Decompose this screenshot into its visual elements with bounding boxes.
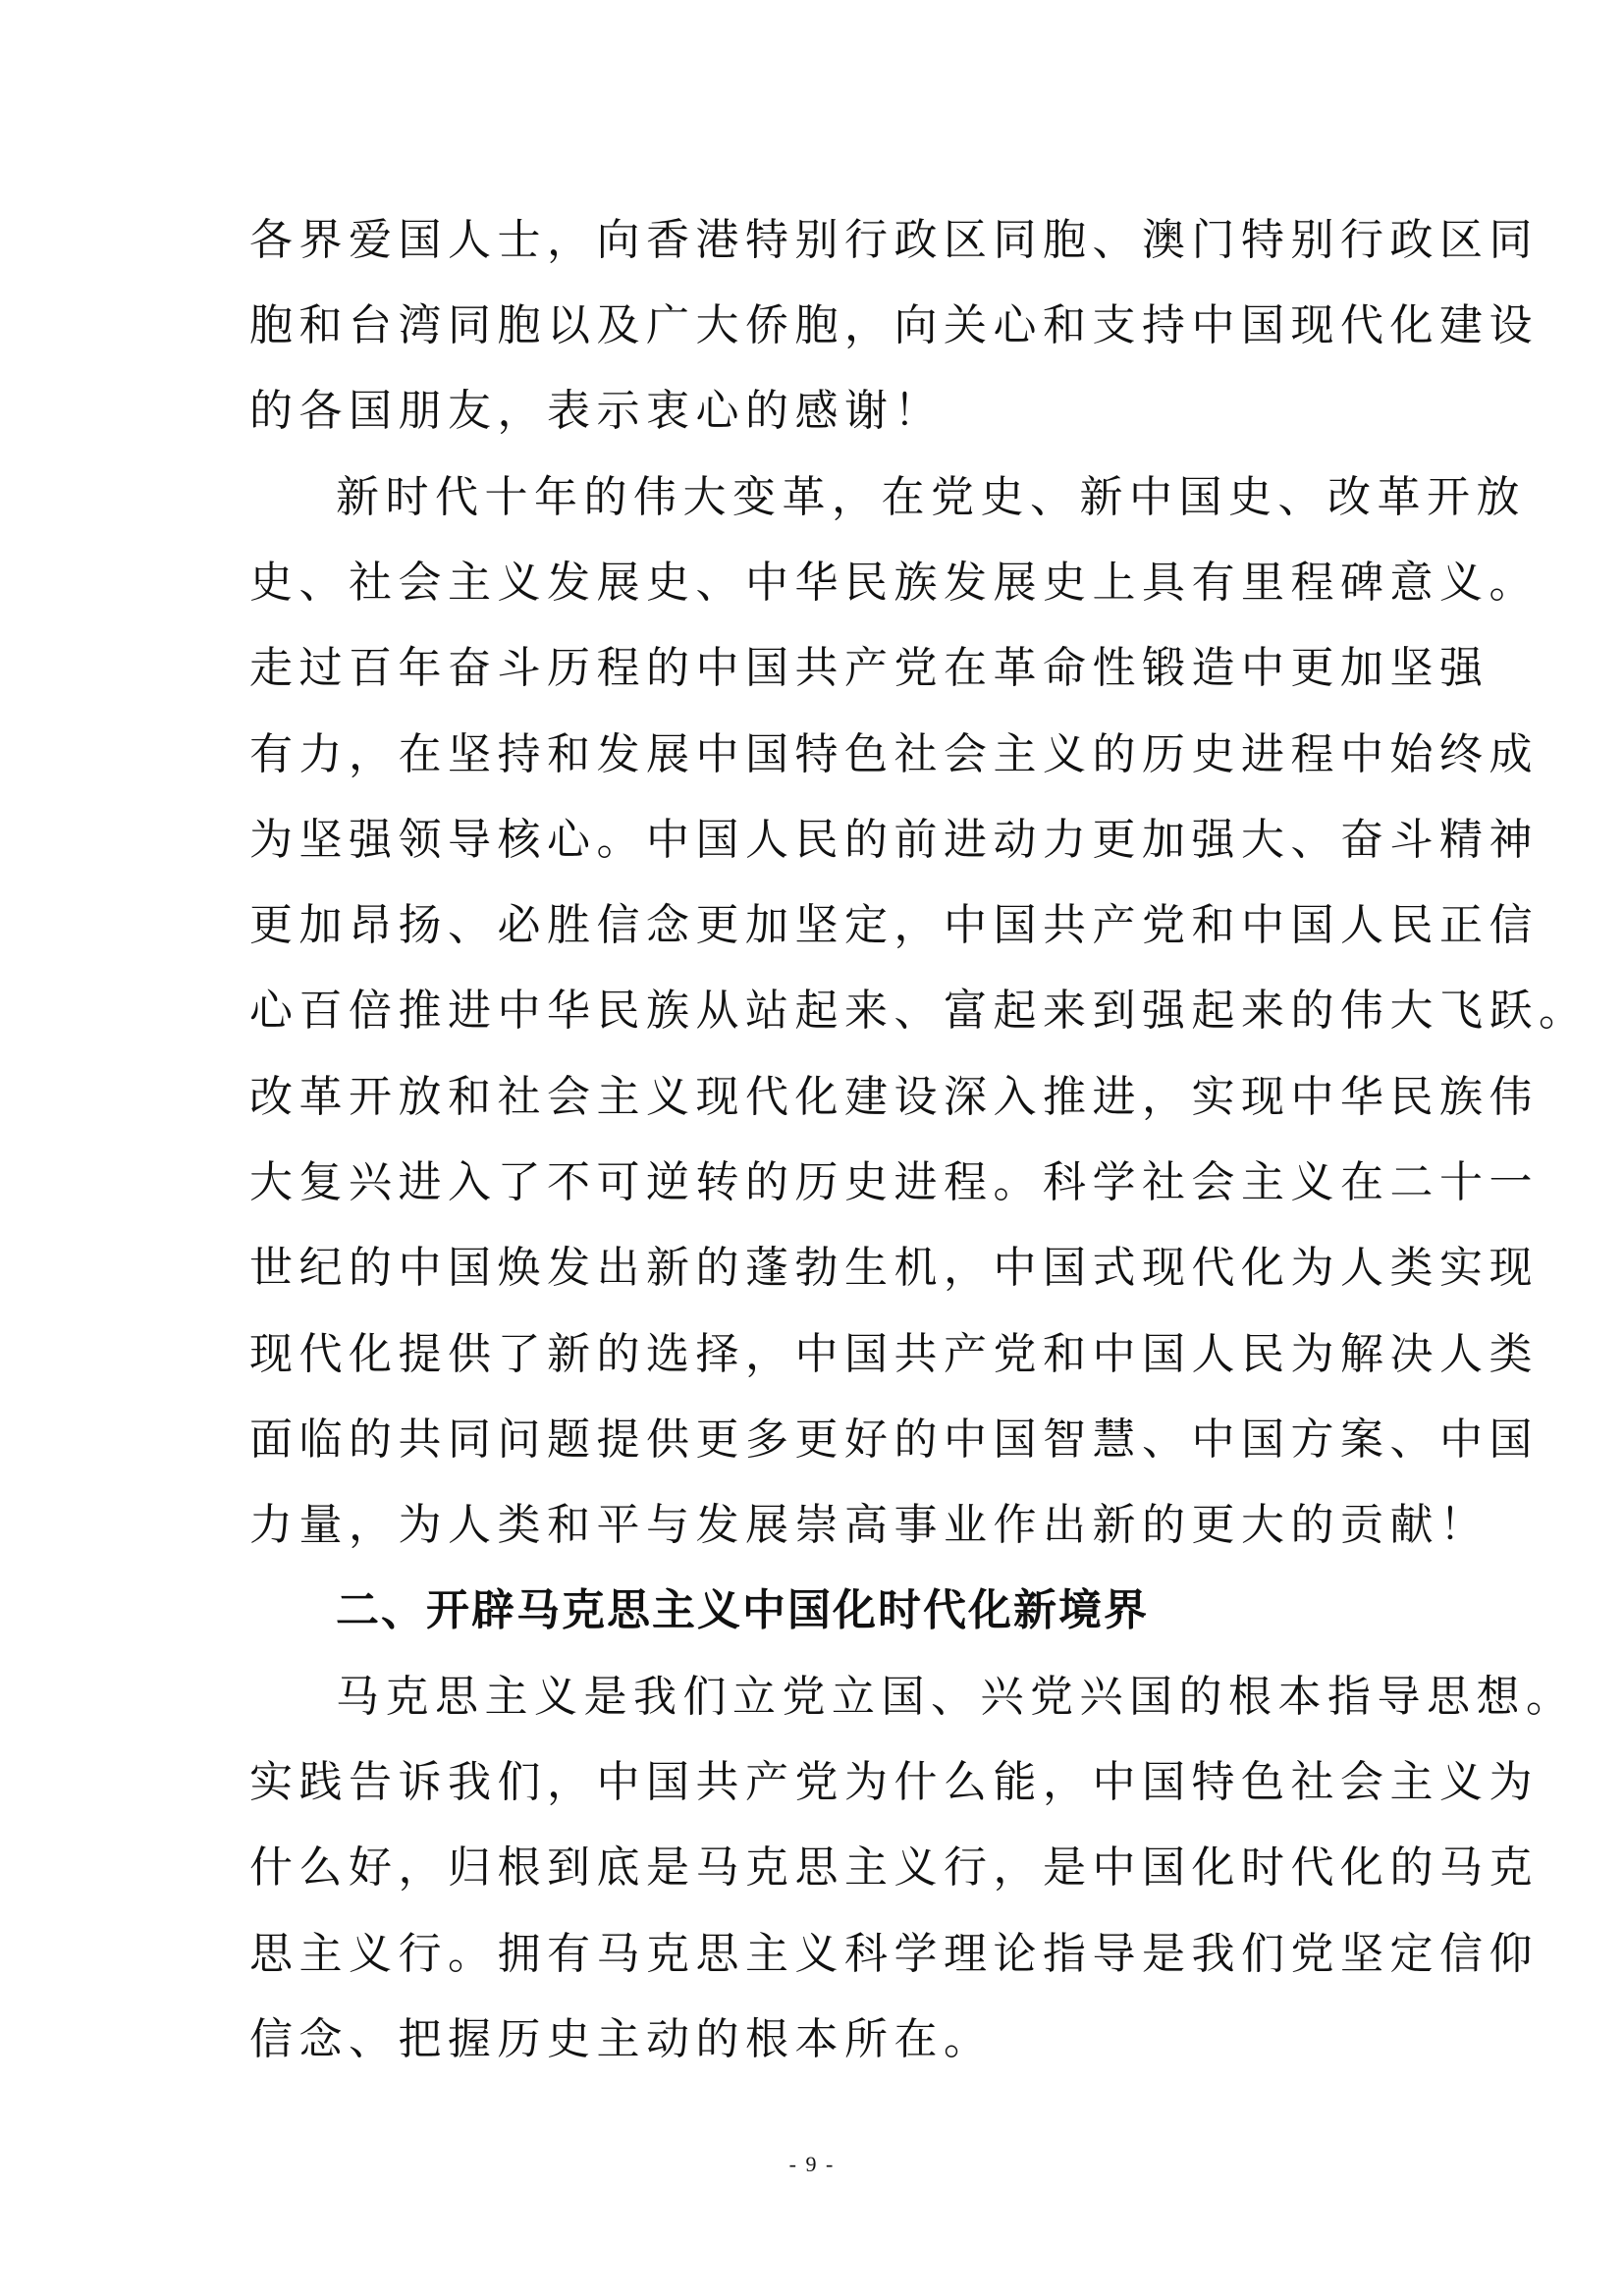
text-line: 新时代十年的伟大变革，在党史、新中国史、改革开放 <box>336 472 1526 522</box>
text-line: 什么好，归根到底是马克思主义行，是中国化时代化的马克 <box>249 1842 1539 1893</box>
text-line: 实践告诉我们，中国共产党为什么能，中国特色社会主义为 <box>249 1757 1539 1807</box>
text-line: 改革开放和社会主义现代化建设深入推进，实现中华民族伟 <box>249 1072 1539 1122</box>
text-line: 大复兴进入了不可逆转的历史进程。科学社会主义在二十一 <box>249 1157 1539 1207</box>
text-line: 的各国朋友，表示衷心的感谢！ <box>249 386 944 436</box>
text-line: 信念、把握历史主动的根本所在。 <box>249 2014 994 2064</box>
text-line: 更加昂扬、必胜信念更加坚定，中国共产党和中国人民正信 <box>249 900 1539 950</box>
text-line: 史、社会主义发展史、中华民族发展史上具有里程碑意义。 <box>249 558 1539 608</box>
text-line: 现代化提供了新的选择，中国共产党和中国人民为解决人类 <box>249 1329 1539 1379</box>
text-line: 思主义行。拥有马克思主义科学理论指导是我们党坚定信仰 <box>249 1929 1539 1979</box>
text-line: 有力，在坚持和发展中国特色社会主义的历史进程中始终成 <box>249 729 1539 779</box>
text-line: 心百倍推进中华民族从站起来、富起来到强起来的伟大飞跃。 <box>249 986 1589 1036</box>
text-line: 力量，为人类和平与发展崇高事业作出新的更大的贡献！ <box>249 1500 1489 1550</box>
section-heading: 二、开辟马克思主义中国化时代化新境界 <box>336 1585 1149 1635</box>
text-line: 世纪的中国焕发出新的蓬勃生机，中国式现代化为人类实现 <box>249 1243 1539 1293</box>
text-line: 马克思主义是我们立党立国、兴党兴国的根本指导思想。 <box>336 1672 1576 1722</box>
page-number: - 9 - <box>788 2152 836 2176</box>
text-line: 为坚强领导核心。中国人民的前进动力更加强大、奋斗精神 <box>249 815 1539 865</box>
text-line: 胞和台湾同胞以及广大侨胞，向关心和支持中国现代化建设 <box>249 300 1539 350</box>
text-line: 面临的共同问题提供更多更好的中国智慧、中国方案、中国 <box>249 1415 1539 1465</box>
text-line: 各界爱国人士，向香港特别行政区同胞、澳门特别行政区同 <box>249 215 1539 265</box>
text-line: 走过百年奋斗历程的中国共产党在革命性锻造中更加坚强 <box>249 643 1489 693</box>
